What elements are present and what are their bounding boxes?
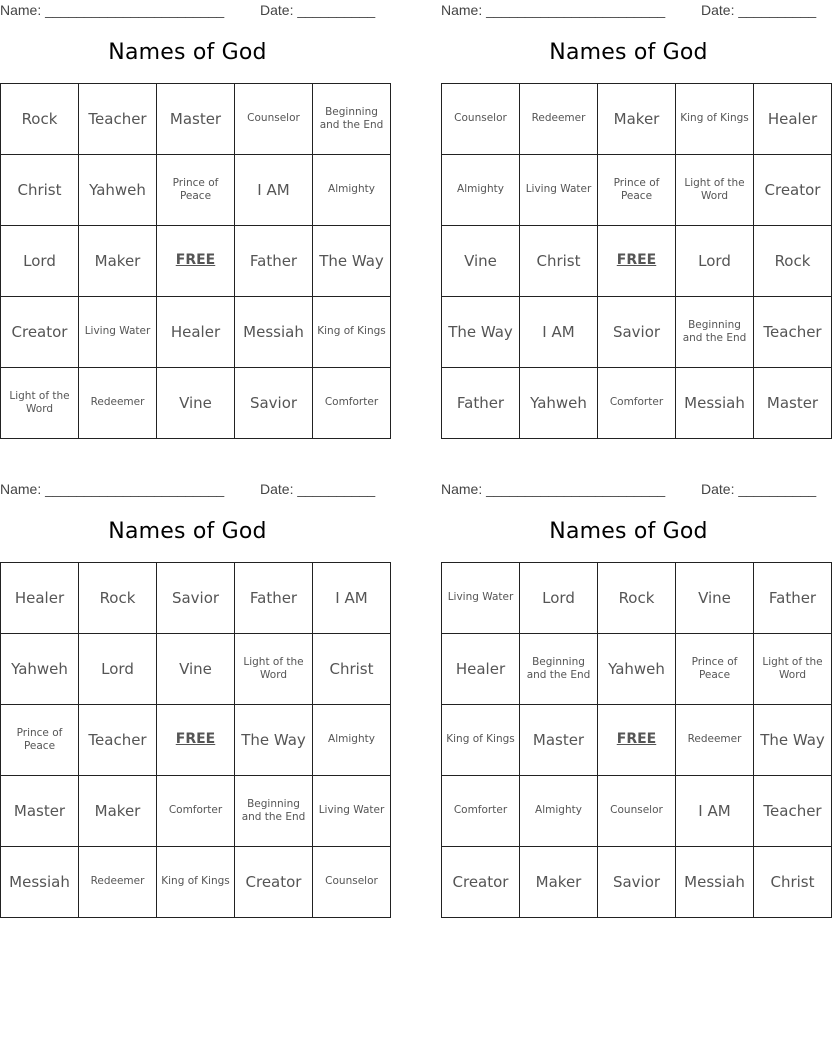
- grid-cell: Prince of Peace: [157, 155, 235, 226]
- grid-cell: Master: [520, 705, 598, 776]
- grid-cell: Redeemer: [79, 847, 157, 918]
- grid-cell: Messiah: [676, 368, 754, 439]
- grid-cell: Creator: [235, 847, 313, 918]
- grid-cell: I AM: [313, 563, 391, 634]
- grid-cell: Father: [442, 368, 520, 439]
- grid-row: [442, 297, 832, 368]
- grid-cell: Teacher: [754, 776, 832, 847]
- grid-cell: Beginning and the End: [676, 297, 754, 368]
- grid-cell: The Way: [754, 705, 832, 776]
- bingo-grid: [441, 83, 832, 439]
- grid-cell: Almighty: [313, 705, 391, 776]
- grid-cell: Vine: [442, 226, 520, 297]
- grid-row: [442, 705, 832, 776]
- grid-row: [442, 84, 832, 155]
- grid-cell: Almighty: [520, 776, 598, 847]
- grid-cell: Comforter: [442, 776, 520, 847]
- grid-cell: Master: [1, 776, 79, 847]
- grid-cell: I AM: [235, 155, 313, 226]
- grid-cell: Living Water: [313, 776, 391, 847]
- grid-cell: I AM: [676, 776, 754, 847]
- grid-cell: Beginning and the End: [313, 84, 391, 155]
- free-space-cell: FREE: [157, 705, 235, 776]
- name-field-label: Name: _______________________: [0, 2, 225, 18]
- grid-cell: King of Kings: [157, 847, 235, 918]
- grid-cell: Prince of Peace: [598, 155, 676, 226]
- grid-cell: Prince of Peace: [1, 705, 79, 776]
- name-field-label: Name: _______________________: [441, 481, 666, 497]
- grid-row: [1, 155, 391, 226]
- grid-cell: Father: [235, 563, 313, 634]
- bingo-grid: [441, 562, 832, 918]
- grid-cell: Rock: [754, 226, 832, 297]
- grid-row: [442, 155, 832, 226]
- grid-cell: Light of the Word: [235, 634, 313, 705]
- grid-cell: Lord: [79, 634, 157, 705]
- grid-cell: Maker: [598, 84, 676, 155]
- grid-cell: Healer: [754, 84, 832, 155]
- grid-cell: King of Kings: [442, 705, 520, 776]
- grid-cell: Maker: [79, 226, 157, 297]
- grid-row: [1, 776, 391, 847]
- grid-row: [442, 226, 832, 297]
- grid-cell: Creator: [1, 297, 79, 368]
- grid-cell: Maker: [520, 847, 598, 918]
- free-space-cell: FREE: [598, 226, 676, 297]
- date-field-label: Date: __________: [260, 481, 376, 497]
- grid-cell: Redeemer: [520, 84, 598, 155]
- grid-cell: Counselor: [598, 776, 676, 847]
- free-space-cell: FREE: [157, 226, 235, 297]
- grid-cell: Yahweh: [520, 368, 598, 439]
- grid-cell: Savior: [157, 563, 235, 634]
- grid-cell: Vine: [157, 368, 235, 439]
- grid-row: [442, 368, 832, 439]
- grid-cell: Yahweh: [79, 155, 157, 226]
- grid-cell: Savior: [598, 847, 676, 918]
- grid-row: [1, 84, 391, 155]
- bingo-card-2: [441, 0, 822, 412]
- grid-cell: Creator: [754, 155, 832, 226]
- grid-cell: Beginning and the End: [520, 634, 598, 705]
- grid-cell: Almighty: [442, 155, 520, 226]
- grid-cell: Christ: [754, 847, 832, 918]
- card-title: Names of God: [549, 519, 708, 544]
- grid-cell: Light of the Word: [676, 155, 754, 226]
- name-field-label: Name: _______________________: [0, 481, 225, 497]
- grid-cell: Almighty: [313, 155, 391, 226]
- grid-row: [1, 297, 391, 368]
- grid-cell: Savior: [598, 297, 676, 368]
- bingo-card-3: [0, 479, 385, 891]
- card-header: [0, 0, 375, 22]
- card-title: Names of God: [108, 519, 267, 544]
- grid-cell: Rock: [1, 84, 79, 155]
- grid-row: [442, 847, 832, 918]
- grid-cell: Maker: [79, 776, 157, 847]
- grid-cell: The Way: [442, 297, 520, 368]
- grid-cell: Lord: [676, 226, 754, 297]
- name-field-label: Name: _______________________: [441, 2, 666, 18]
- grid-row: [1, 368, 391, 439]
- grid-cell: The Way: [313, 226, 391, 297]
- grid-cell: King of Kings: [313, 297, 391, 368]
- grid-cell: King of Kings: [676, 84, 754, 155]
- grid-cell: Counselor: [442, 84, 520, 155]
- grid-cell: Lord: [520, 563, 598, 634]
- grid-row: [1, 634, 391, 705]
- grid-cell: The Way: [235, 705, 313, 776]
- grid-cell: Prince of Peace: [676, 634, 754, 705]
- grid-cell: Master: [754, 368, 832, 439]
- grid-cell: Vine: [157, 634, 235, 705]
- card-header: [0, 479, 375, 501]
- bingo-grid: [0, 83, 391, 439]
- grid-cell: Teacher: [754, 297, 832, 368]
- grid-cell: Beginning and the End: [235, 776, 313, 847]
- grid-cell: Messiah: [235, 297, 313, 368]
- bingo-card-1: [0, 0, 386, 415]
- grid-cell: Living Water: [79, 297, 157, 368]
- grid-cell: Christ: [1, 155, 79, 226]
- date-field-label: Date: __________: [701, 481, 817, 497]
- grid-cell: Rock: [79, 563, 157, 634]
- grid-cell: Teacher: [79, 705, 157, 776]
- free-space-cell: FREE: [598, 705, 676, 776]
- grid-cell: Light of the Word: [754, 634, 832, 705]
- grid-row: [1, 705, 391, 776]
- grid-cell: Living Water: [442, 563, 520, 634]
- grid-cell: Father: [754, 563, 832, 634]
- grid-cell: Light of the Word: [1, 368, 79, 439]
- grid-cell: Comforter: [598, 368, 676, 439]
- grid-cell: Counselor: [313, 847, 391, 918]
- grid-row: [442, 776, 832, 847]
- grid-cell: Christ: [313, 634, 391, 705]
- bingo-card-4: [441, 479, 825, 891]
- grid-cell: Savior: [235, 368, 313, 439]
- grid-cell: Lord: [1, 226, 79, 297]
- grid-cell: Healer: [157, 297, 235, 368]
- grid-row: [1, 563, 391, 634]
- date-field-label: Date: __________: [701, 2, 817, 18]
- grid-row: [1, 847, 391, 918]
- grid-row: [442, 563, 832, 634]
- grid-cell: Yahweh: [1, 634, 79, 705]
- grid-row: [442, 634, 832, 705]
- grid-cell: Comforter: [313, 368, 391, 439]
- grid-cell: Father: [235, 226, 313, 297]
- grid-cell: Teacher: [79, 84, 157, 155]
- grid-cell: Master: [157, 84, 235, 155]
- grid-row: [1, 226, 391, 297]
- card-title: Names of God: [108, 40, 267, 65]
- card-title: Names of God: [549, 40, 708, 65]
- grid-cell: Healer: [442, 634, 520, 705]
- bingo-grid: [0, 562, 391, 918]
- grid-cell: Redeemer: [79, 368, 157, 439]
- date-field-label: Date: __________: [260, 2, 376, 18]
- grid-cell: I AM: [520, 297, 598, 368]
- grid-cell: Living Water: [520, 155, 598, 226]
- grid-cell: Messiah: [676, 847, 754, 918]
- grid-cell: Comforter: [157, 776, 235, 847]
- grid-cell: Vine: [676, 563, 754, 634]
- card-header: [441, 479, 816, 501]
- grid-cell: Rock: [598, 563, 676, 634]
- card-header: [441, 0, 816, 22]
- grid-cell: Counselor: [235, 84, 313, 155]
- grid-cell: Healer: [1, 563, 79, 634]
- grid-cell: Yahweh: [598, 634, 676, 705]
- grid-cell: Messiah: [1, 847, 79, 918]
- grid-cell: Redeemer: [676, 705, 754, 776]
- grid-cell: Creator: [442, 847, 520, 918]
- grid-cell: Christ: [520, 226, 598, 297]
